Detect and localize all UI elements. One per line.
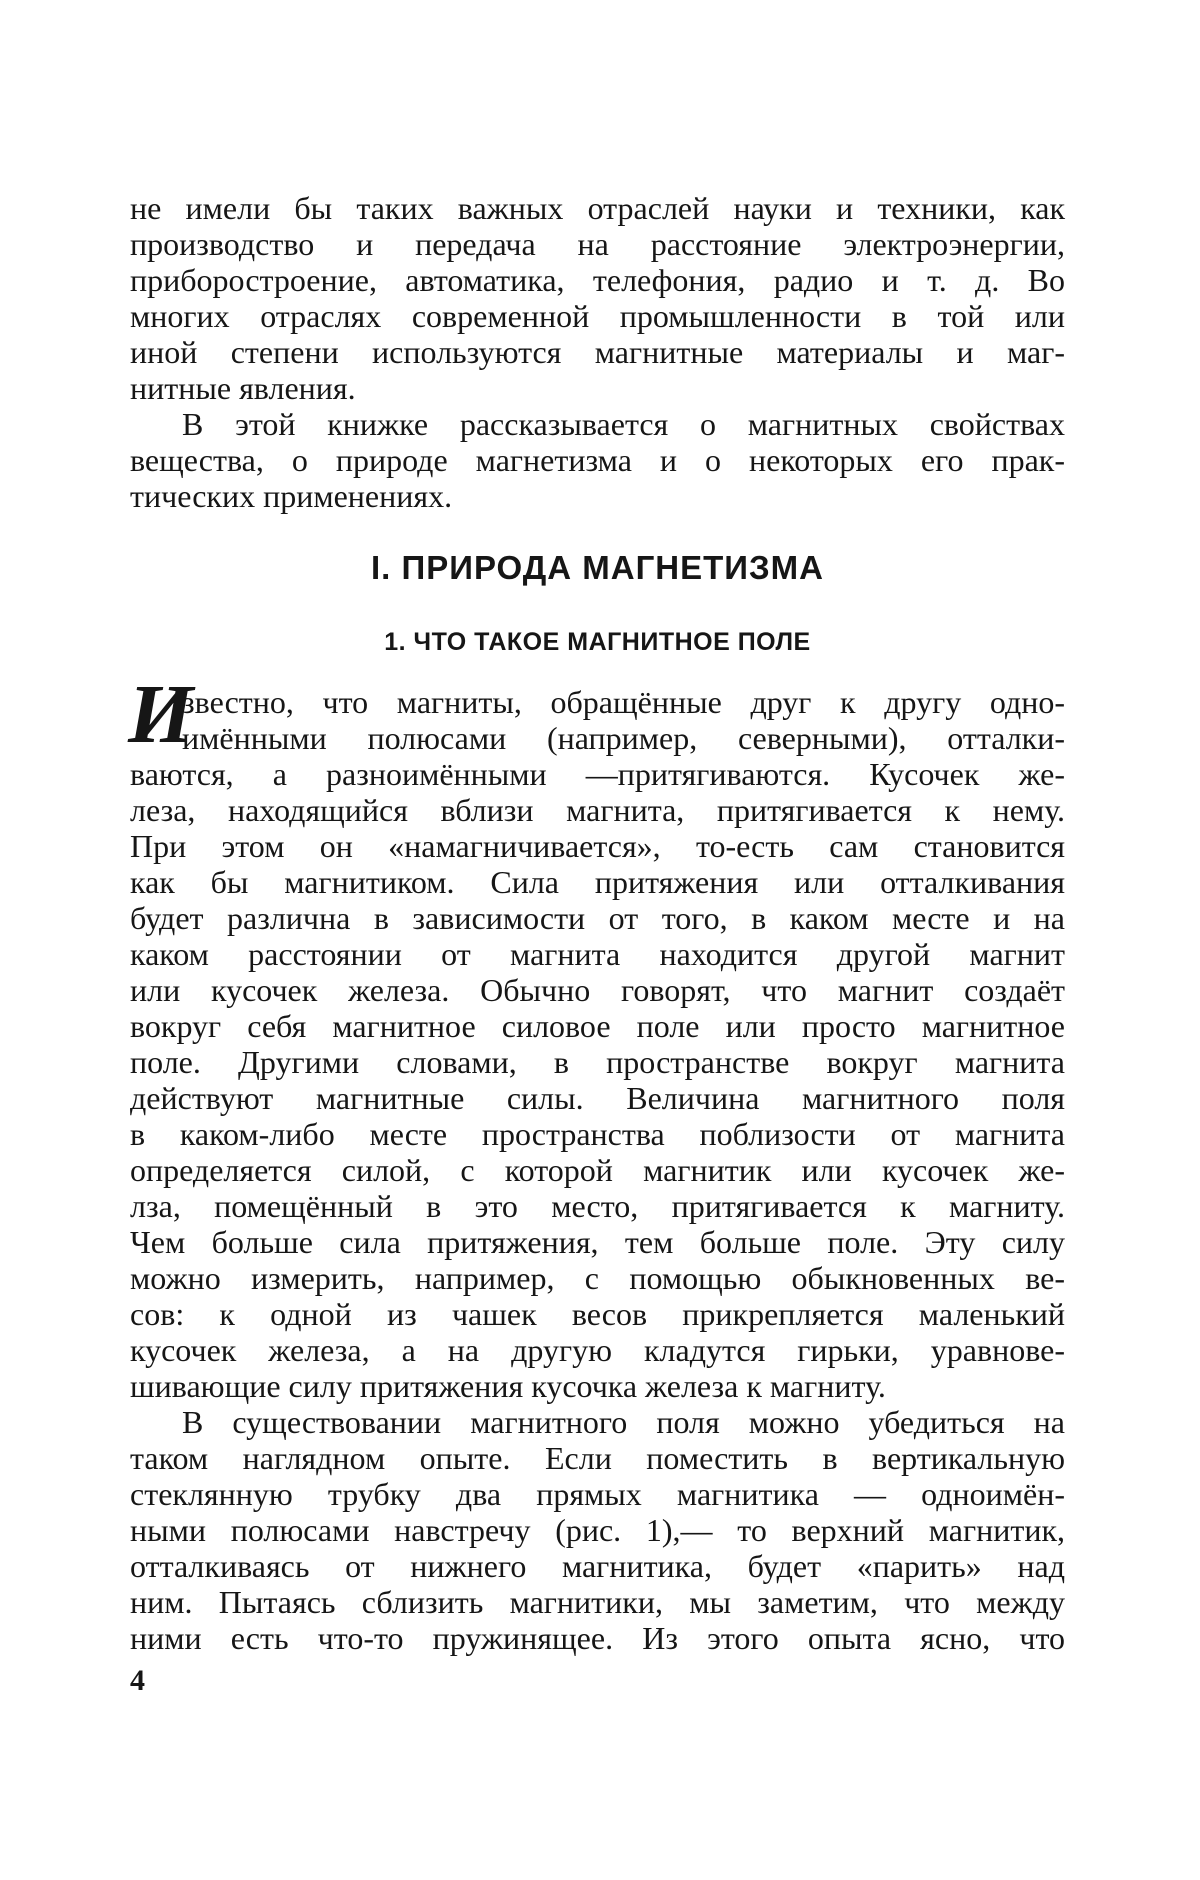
text-line: поле. Другими словами, в пространстве вокруг магнита — [130, 1044, 1065, 1080]
text-line: вокруг себя магнитное силовое поле или просто магнитное — [130, 1008, 1065, 1044]
text-line: тических применениях. — [130, 478, 1065, 514]
text-line: ными полюсами навстречу (рис. 1),— то верхний магнитик, — [130, 1512, 1065, 1548]
text-line: Чем больше сила притяжения, тем больше поле. Эту силу — [130, 1224, 1065, 1260]
text-line: В этой книжке рассказывается о магнитных свойствах — [182, 406, 1065, 442]
text-line: будет различна в зависимости от того, в каком месте и на — [130, 900, 1065, 936]
text-line: вещества, о природе магнетизма и о некоторых его прак- — [130, 442, 1065, 478]
text-line: как бы магнитиком. Сила притяжения или отталкивания — [130, 864, 1065, 900]
text-line: действуют магнитные силы. Величина магнитного поля — [130, 1080, 1065, 1116]
text-line: или кусочек железа. Обычно говорят, что магнит создаёт — [130, 972, 1065, 1008]
text-line: многих отраслях современной промышленности в той или — [130, 298, 1065, 334]
page-number: 4 — [130, 1663, 145, 1699]
text-line: не имели бы таких важных отраслей науки и техники, как — [130, 190, 1065, 226]
text-line: При этом он «намагничивается», то-есть сам становится — [130, 828, 1065, 864]
chapter-title: I. ПРИРОДА МАГНЕТИЗМА — [130, 548, 1065, 588]
text-line: приборостроение, автоматика, телефония, радио и т. д. Во — [130, 262, 1065, 298]
text-line: иной степени используются магнитные материалы и маг- — [130, 334, 1065, 370]
text-line: звестно, что магниты, обращённые друг к другу одно- — [182, 684, 1065, 720]
text-line: можно измерить, например, с помощью обыкновенных ве- — [130, 1260, 1065, 1296]
text-line: каком расстоянии от магнита находится другой магнит — [130, 936, 1065, 972]
text-line: в каком-либо месте пространства поблизости от магнита — [130, 1116, 1065, 1152]
text-line: шивающие силу притяжения кусочка железа к магниту. — [130, 1368, 1065, 1404]
text-line: ваются, а разноимёнными —притягиваются. Кусочек же- — [130, 756, 1065, 792]
text-line: кусочек железа, а на другую кладутся гирьки, уравнове- — [130, 1332, 1065, 1368]
book-page — [0, 0, 1200, 1880]
text-line: таком наглядном опыте. Если поместить в вертикальную — [130, 1440, 1065, 1476]
text-line: определяется силой, с которой магнитик или кусочек же- — [130, 1152, 1065, 1188]
text-line: ним. Пытаясь сблизить магнитики, мы заметим, что между — [130, 1584, 1065, 1620]
text-line: стеклянную трубку два прямых магнитика — одноимён- — [130, 1476, 1065, 1512]
text-line: ними есть что-то пружинящее. Из этого опыта ясно, что — [130, 1620, 1065, 1656]
text-line: производство и передача на расстояние электроэнергии, — [130, 226, 1065, 262]
text-line: лза, помещённый в это место, притягивается к магниту. — [130, 1188, 1065, 1224]
text-line: нитные явления. — [130, 370, 1065, 406]
text-line: сов: к одной из чашек весов прикрепляется маленький — [130, 1296, 1065, 1332]
text-line: В существовании магнитного поля можно убедиться на — [182, 1404, 1065, 1440]
text-line: отталкиваясь от нижнего магнитика, будет «парить» над — [130, 1548, 1065, 1584]
text-line: имёнными полюсами (например, северными), отталки- — [182, 720, 1065, 756]
section-title: 1. ЧТО ТАКОЕ МАГНИТНОЕ ПОЛЕ — [130, 626, 1065, 658]
text-line: леза, находящийся вблизи магнита, притягивается к нему. — [130, 792, 1065, 828]
drop-cap: И — [128, 675, 193, 755]
